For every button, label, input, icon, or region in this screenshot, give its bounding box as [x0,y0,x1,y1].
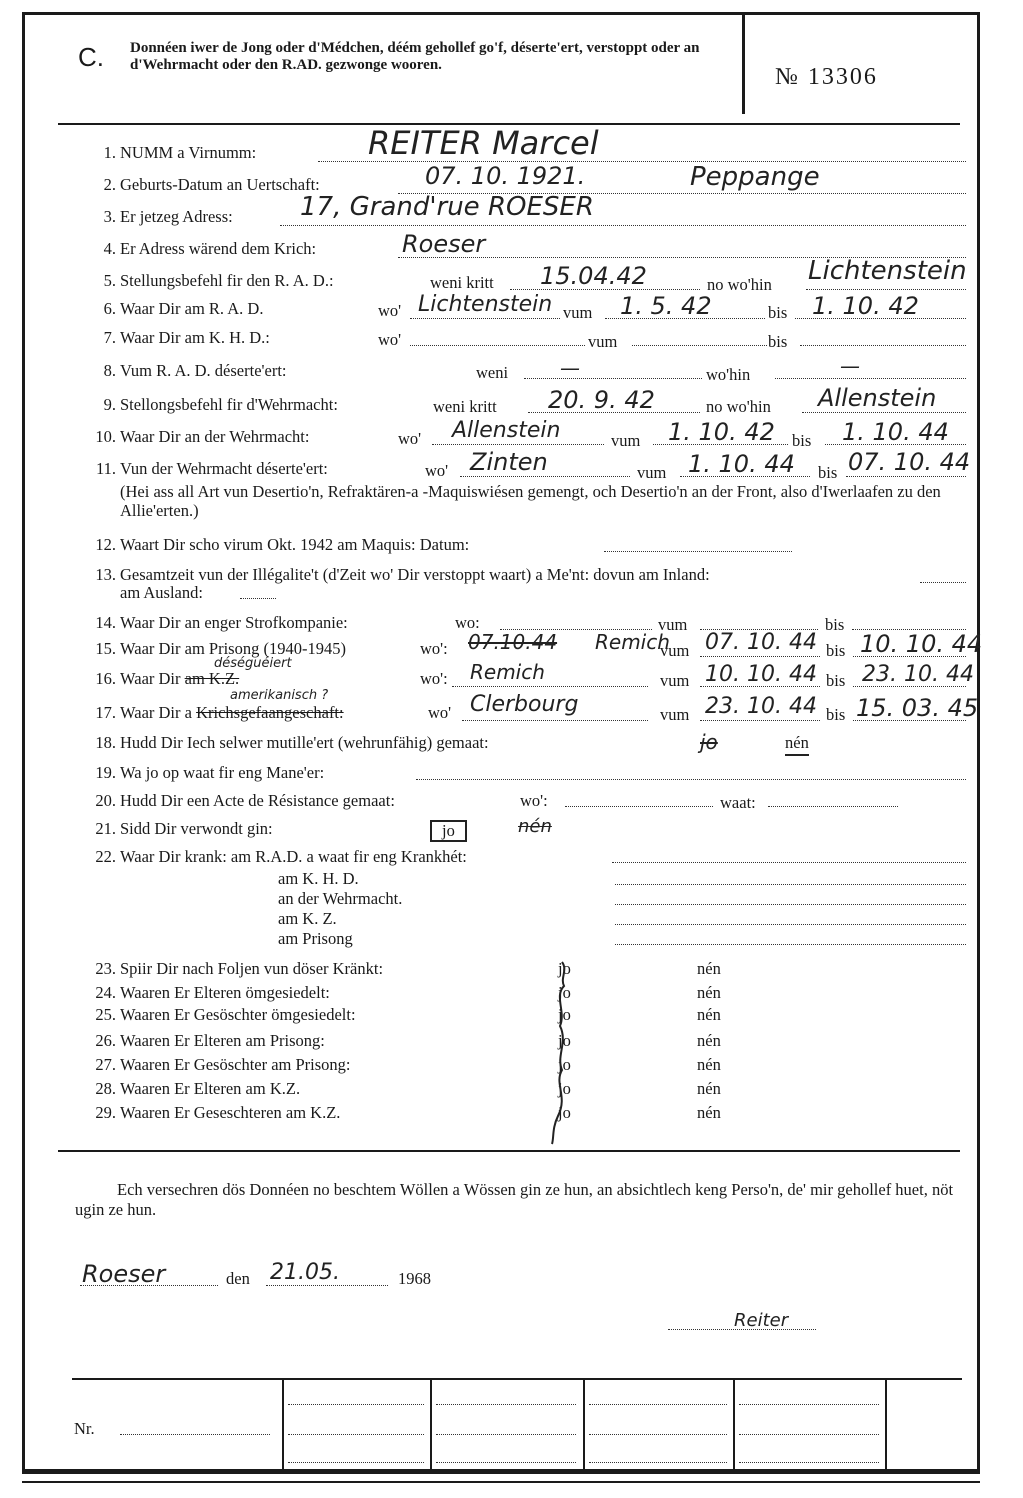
annotation-above: amerikanisch ? [230,688,329,703]
row-25: 25. Waaren Er Gesöschter ömgesiedelt: [95,1005,356,1024]
camp-from[interactable]: 10. 10. 44 [705,662,817,687]
answer-nen[interactable]: nén [518,816,552,837]
header-separator [742,14,745,114]
row-5: 5. Stellungsbefehl fir den R. A. D.: [103,271,334,290]
row-6: 6. Waar Dir am R. A. D. [103,299,264,318]
sign-place[interactable]: Roeser [82,1260,166,1288]
row-16: 16. Waar Dir am K.Z. [95,669,240,688]
birth-date-value[interactable]: 07. 10. 1921. [425,162,586,190]
row-24: 24. Waaren Er Elteren ömgesiedelt: [95,983,330,1002]
birth-place-value[interactable]: Peppange [690,162,820,192]
rad-place[interactable]: Lichtenstein [418,292,553,317]
row-27: 27. Waaren Er Gesöschter am Prisong: [95,1055,351,1074]
row-14: 14. Waar Dir an enger Strofkompanie: [95,613,348,632]
section-letter: C. [78,42,104,72]
wehrmacht-order-place[interactable]: Allenstein [818,384,937,412]
desertion-place[interactable]: Zinten [470,448,548,476]
row-8: 8. Vum R. A. D. déserte'ert: [103,361,287,380]
row-23: 23. Spiir Dir nach Foljen vun döser Kränkt: [95,959,384,978]
form-number: № 13306 [775,64,878,90]
row-19: 19. Wa jo op waat fir eng Mane'er: [95,763,325,782]
footer-rule-top [72,1378,962,1380]
wehrmacht-place[interactable]: Allenstein [452,418,561,443]
sign-date[interactable]: 21.05. [270,1260,340,1285]
section-rule [58,1150,960,1152]
nr-label: Nr. [74,1419,95,1438]
section-title: Donnéen iwer de Jong oder d'Médchen, déém gehollef go'f, déserte'ert, verstoppt oder an d'Wehrmacht oder den R.AD. gezwonge wooren. [130,40,700,73]
row-1: 1. NUMM a Virnumm: [103,143,257,162]
camp-place[interactable]: Remich [470,660,545,684]
camp-to[interactable]: 23. 10. 44 [862,662,974,687]
answer-jo[interactable]: jo [430,820,467,842]
answer-nen[interactable]: nén [785,734,809,756]
ja-bracket-stroke [540,956,580,1146]
pow-to[interactable]: 15. 03. 45 [856,694,979,722]
desertion-from[interactable]: 1. 10. 44 [688,450,795,478]
rad-to[interactable]: 1. 10. 42 [812,292,919,320]
signature[interactable]: Reiter [734,1310,789,1331]
desertion-to[interactable]: 07. 10. 44 [848,448,971,476]
declaration-text: Ech versechren dös Donnéen no beschtem Wöllen a Wössen gin ze hun, an absichtlech keng Perso'n, de' mir gehollef huet, nöt ugin ze hun. [75,1180,954,1219]
row-17: 17. Waar Dir a Krichsgefaangeschaft: [95,703,344,722]
row-22: 22. Waar Dir krank: am R.A.D. a waat fir eng Krankhét: [95,847,467,866]
wehrmacht-from[interactable]: 1. 10. 42 [668,418,775,446]
name-value[interactable]: REITER Marcel [368,124,599,162]
row-21: 21. Sidd Dir verwondt gin: [95,819,273,838]
row-9: 9. Stellongsbefehl fir d'Wehrmacht: [103,395,338,414]
row-label: NUMM a Virnumm: [120,143,257,162]
row-18: 18. Hudd Dir Iech selwer mutille'ert (wehrunfähig) gemaat: [95,733,489,752]
row-28: 28. Waaren Er Elteren am K.Z. [95,1079,301,1098]
row-29: 29. Waaren Er Geseschteren am K.Z. [95,1103,341,1122]
prison-place[interactable]: Remich [595,630,670,654]
wehrmacht-order-date[interactable]: 20. 9. 42 [548,386,655,414]
row-15: 15. Waar Dir am Prisong (1940-1945) [95,639,346,658]
current-address-value[interactable]: 17, Grand'rue ROESER [300,192,594,222]
prison-struck-value[interactable]: 07.10.44 [468,630,558,654]
row-12: 12. Waart Dir scho virum Okt. 1942 am Maquis: Datum: [95,535,470,554]
row-4: 4. Er Adress wärend dem Krich: [103,239,317,258]
rad-order-date[interactable]: 15.04.42 [540,262,647,290]
wehrmacht-to[interactable]: 1. 10. 44 [842,418,949,446]
row-20: 20. Hudd Dir een Acte de Résistance gemaat: [95,791,395,810]
field-line [280,225,966,226]
row-10: 10. Waar Dir an der Wehrmacht: [95,427,310,446]
desertion-note: (Hei ass all Art vun Desertio'n, Refraktären-a -Maquiswiésen gemengt, och Desertio'n an der Front, also d'Iwerlaafen zu den Allie'erten.) [120,482,941,520]
war-address-value[interactable]: Roeser [402,230,486,258]
rad-from[interactable]: 1. 5. 42 [620,292,712,320]
pow-from[interactable]: 23. 10. 44 [705,694,817,719]
pow-place[interactable]: Clerbourg [470,692,579,717]
row-2: 2. Geburts-Datum an Uertschaft: [103,175,320,194]
rad-order-place[interactable]: Lichtenstein [808,256,967,286]
row-13: 13. Gesamtzeit vun der Illégalite't (d'Zeit wo' Dir verstoppt waart) a Me'nt: dovun am Inland: [95,565,710,584]
row-3: 3. Er jetzeg Adress: [103,207,233,226]
row-7: 7. Waar Dir am K. H. D.: [103,328,270,347]
annotation-above: déséguéiert [214,656,292,671]
row-11: 11. Vun der Wehrmacht déserte'ert: [95,459,328,478]
answer-jo[interactable]: jo [700,730,718,754]
prison-to[interactable]: 10. 10. 44 [860,630,983,658]
row-26: 26. Waaren Er Elteren am Prisong: [95,1031,325,1050]
prison-from[interactable]: 07. 10. 44 [705,630,817,655]
